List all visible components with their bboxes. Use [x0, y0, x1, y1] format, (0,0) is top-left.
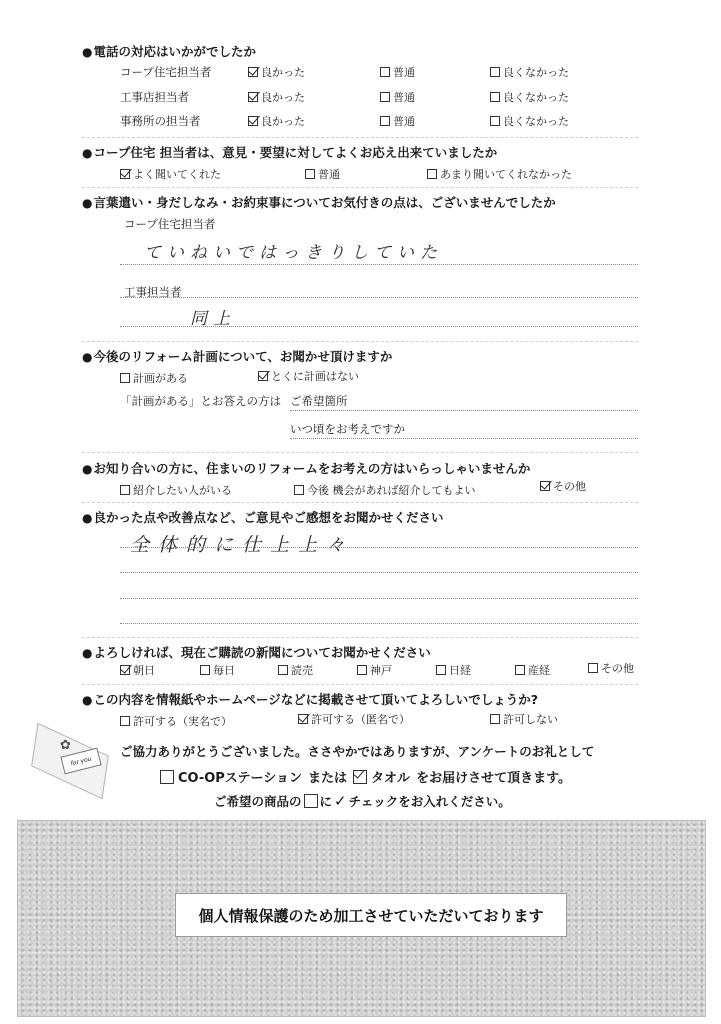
q2-title: ●コープ住宅 担当者は、意見・要望に対してよくお応え出来ていましたか: [82, 145, 498, 160]
gift-option-towel-checkbox[interactable]: [353, 770, 367, 784]
gift-card: for you: [60, 748, 101, 775]
divider: [82, 502, 638, 503]
q4-title: ●今後のリフォーム計画について、お聞かせ頂けますか: [82, 349, 393, 364]
checkbox-checked-icon: [248, 67, 258, 77]
q3-title: ●言葉遣い・身だしなみ・お約束事についてお気付きの点は、ございませんでしたか: [82, 195, 556, 210]
q4-place-label: ご希望箇所: [290, 394, 348, 408]
checkbox-icon: [120, 373, 130, 383]
q3-coop-staff-answer: ていねいではっきりしていた: [144, 243, 443, 263]
q7-title: ●よろしければ、現在ご購読の新聞についてお聞かせください: [82, 645, 431, 660]
checkbox-icon: [380, 116, 390, 126]
checkbox-checked-icon: [298, 714, 308, 724]
q7-option-asahi[interactable]: 朝日: [120, 662, 155, 678]
divider: [82, 137, 638, 138]
checkbox-icon: [278, 665, 288, 675]
q1-row2-option-bad[interactable]: 良くなかった: [490, 89, 569, 105]
checkbox-icon: [436, 665, 446, 675]
q4-note-label: 「計画がある」とお答えの方は: [120, 394, 281, 408]
q1-row1-option-normal[interactable]: 普通: [380, 64, 415, 80]
q1-row1-option-good[interactable]: 良かった: [248, 64, 305, 80]
q5-option-want-introduce[interactable]: 紹介したい人がいる: [120, 482, 232, 498]
divider: [82, 684, 638, 685]
checkbox-icon: [357, 665, 367, 675]
answer-line: [120, 264, 638, 265]
checkbox-icon: [490, 92, 500, 102]
checkbox-icon: [120, 716, 130, 726]
checkbox-icon: [380, 67, 390, 77]
example-checkbox-icon: [304, 794, 318, 808]
answer-line: [120, 572, 638, 573]
q5-option-other[interactable]: その他: [540, 478, 586, 494]
q7-option-nikkei[interactable]: 日経: [436, 662, 471, 678]
thanks-line3: [214, 792, 511, 810]
q1-row1-option-bad[interactable]: 良くなかった: [490, 64, 569, 80]
q7-option-other[interactable]: その他: [588, 660, 634, 676]
answer-line: [120, 623, 638, 624]
q7-option-yomiuri[interactable]: 読売: [278, 662, 313, 678]
checkbox-icon: [490, 116, 500, 126]
q1-title: ●電話の対応はいかがでしたか: [82, 44, 256, 59]
q5-option-maybe-introduce[interactable]: 今後 機会があれば紹介してもよい: [294, 482, 476, 498]
q1-row3-option-normal[interactable]: 普通: [380, 113, 415, 129]
divider: [82, 637, 638, 638]
answer-line: [290, 410, 638, 411]
q1-row3-option-bad[interactable]: 良くなかった: [490, 113, 569, 129]
checkbox-icon: [427, 169, 437, 179]
checkbox-icon: [200, 665, 210, 675]
checkbox-icon: [305, 169, 315, 179]
gift-option-towel-label: タオル: [371, 771, 411, 786]
thanks-line3-mid: に: [319, 794, 333, 809]
answer-line: [120, 547, 638, 548]
divider: [82, 187, 638, 188]
thanks-line2: [160, 767, 571, 786]
checkbox-icon: [490, 67, 500, 77]
q7-option-kobe[interactable]: 神戸: [357, 662, 392, 678]
q1-row2-option-normal[interactable]: 普通: [380, 89, 415, 105]
or-text: または: [308, 771, 348, 786]
q8-title: ●この内容を情報紙やホームページなどに掲載させて頂いてよろしいでしょうか?: [82, 692, 538, 707]
q7-option-mainichi[interactable]: 毎日: [200, 662, 235, 678]
q5-title: ●お知り合いの方に、住まいのリフォームをお考えの方はいらっしゃいませんか: [82, 461, 531, 476]
q2-option-listened-well[interactable]: よく聞いてくれた: [120, 166, 221, 182]
checkbox-checked-icon: [540, 481, 550, 491]
q4-when-label: いつ頃をお考えですか: [290, 422, 405, 436]
q1-row1-label: コープ住宅担当者: [120, 65, 212, 79]
checkbox-checked-icon: [120, 169, 130, 179]
gift-option-coop-label: CO-OPステーション: [178, 771, 303, 786]
checkbox-checked-icon: [248, 92, 258, 102]
checkbox-checked-icon: [248, 116, 258, 126]
q1-row3-option-good[interactable]: 良かった: [248, 113, 305, 129]
thanks-line3-pre: ご希望の商品の: [214, 794, 302, 809]
q8-option-anonymous[interactable]: 許可する（匿名で）: [298, 711, 410, 727]
q2-option-not-listened[interactable]: あまり聞いてくれなかった: [427, 166, 572, 182]
privacy-notice: 個人情報保護のため加工させていただいております: [175, 893, 567, 937]
q4-option-has-plan[interactable]: 計画がある: [120, 370, 188, 386]
q1-row2-label: 工事店担当者: [120, 90, 189, 104]
checkbox-checked-icon: [120, 665, 130, 675]
q3-construction-staff-label: 工事担当者: [124, 285, 182, 299]
answer-line: [120, 297, 638, 298]
q8-option-real-name[interactable]: 許可する（実名で）: [120, 713, 232, 729]
checkbox-icon: [294, 485, 304, 495]
thanks-line3-post: チェックをお入れください。: [348, 794, 511, 809]
checkbox-icon: [515, 665, 525, 675]
q6-answer: 全体的に仕上上々: [130, 534, 355, 556]
checkbox-icon: [490, 714, 500, 724]
q1-row3-label: 事務所の担当者: [120, 114, 201, 128]
thanks-line2-tail: をお届けさせて頂きます。: [416, 771, 572, 786]
gift-option-coop-checkbox[interactable]: [160, 770, 174, 784]
checkbox-checked-icon: [258, 371, 268, 381]
divider: [82, 452, 638, 453]
answer-line: [290, 438, 638, 439]
q3-coop-staff-label: コープ住宅担当者: [124, 217, 216, 231]
q6-title: ●良かった点や改善点など、ご意見やご感想をお聞かせください: [82, 510, 444, 525]
check-mark-icon: ✓: [334, 792, 347, 810]
thanks-line1: ご協力ありがとうございました。ささやかではありますが、アンケートのお礼として: [120, 744, 595, 759]
ribbon-bow-icon: ✿: [60, 738, 71, 753]
checkbox-icon: [120, 485, 130, 495]
q3-construction-staff-answer: 同上: [190, 309, 236, 329]
q2-option-normal[interactable]: 普通: [305, 166, 340, 182]
checkbox-icon: [380, 92, 390, 102]
q1-row2-option-good[interactable]: 良かった: [248, 89, 305, 105]
q7-option-sankei[interactable]: 産経: [515, 662, 550, 678]
checkbox-icon: [588, 663, 598, 673]
q4-option-no-plan[interactable]: とくに計画はない: [258, 368, 359, 384]
divider: [82, 341, 638, 342]
answer-line: [120, 598, 638, 599]
q8-option-not-allowed[interactable]: 許可しない: [490, 711, 558, 727]
answer-line: [120, 326, 638, 327]
